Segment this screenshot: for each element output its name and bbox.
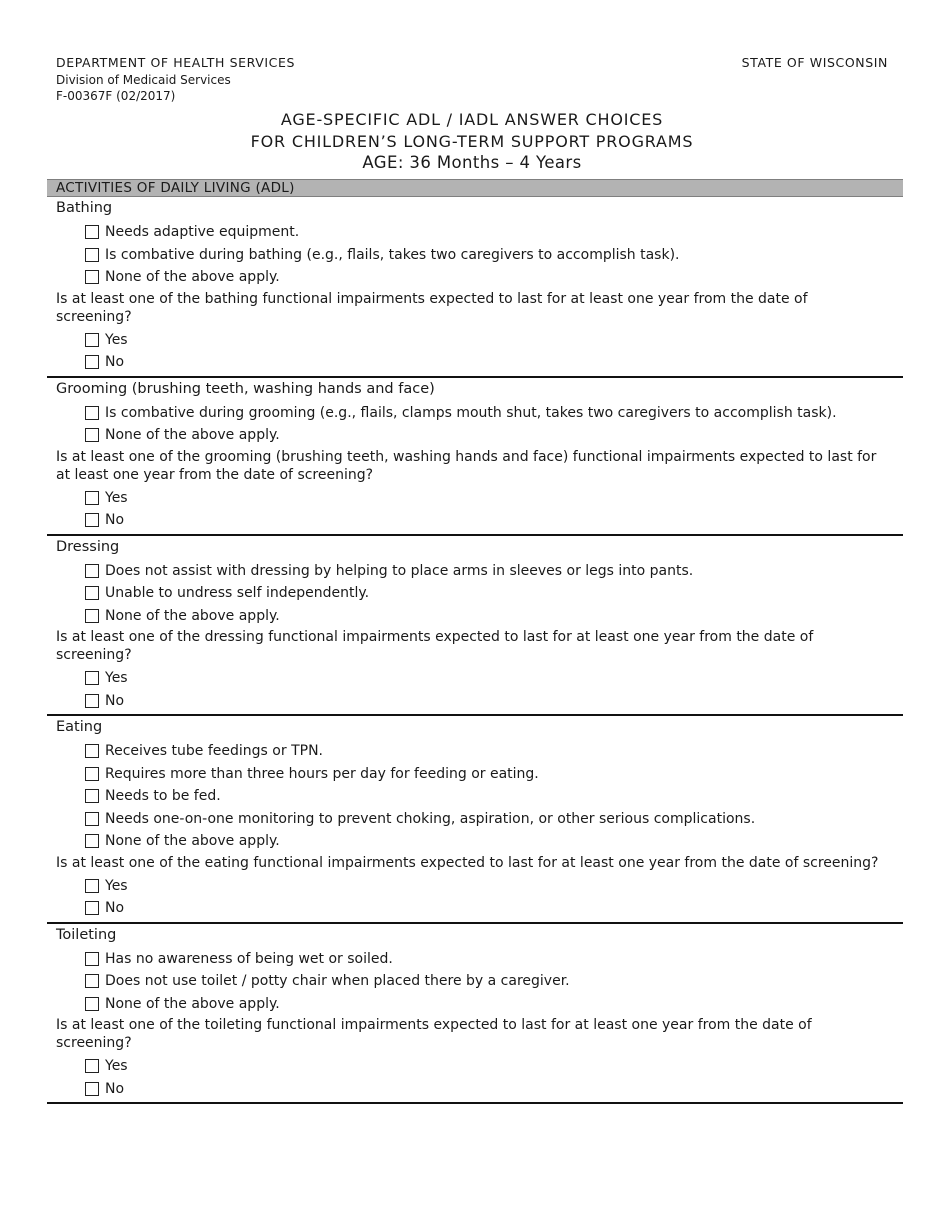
group-title: Grooming (brushing teeth, washing hands and face) [56, 380, 435, 397]
option-label: Requires more than three hours per day for feeding or eating. [105, 765, 539, 782]
group-dressing [47, 536, 903, 717]
option-label: Needs to be fed. [105, 788, 221, 805]
adl-form [47, 179, 903, 1104]
checkbox[interactable] [85, 952, 99, 966]
option-label: Is combative during bathing (e.g., flails, takes two caregivers to accomplish task). [105, 246, 680, 263]
option-label: Unable to undress self independently. [105, 585, 370, 602]
group-bathing [47, 197, 903, 378]
title-line-2: FOR CHILDREN’S LONG-TERM SUPPORT PROGRAMS [250, 131, 694, 151]
option-label: None of the above apply. [105, 269, 280, 286]
checkbox[interactable] [85, 1082, 99, 1096]
section-header-adl: ACTIVITIES OF DAILY LIVING (ADL) [47, 179, 903, 197]
no-option[interactable] [47, 509, 903, 532]
checkbox-option[interactable] [47, 970, 903, 993]
option-label: None of the above apply. [105, 995, 280, 1012]
checkbox-option[interactable] [47, 402, 903, 425]
option-label: None of the above apply. [105, 833, 280, 850]
option-label: No [105, 900, 125, 917]
checkbox[interactable] [85, 406, 99, 420]
checkbox-option[interactable] [47, 830, 903, 853]
option-label: Yes [105, 877, 128, 894]
title-line-1: AGE-SPECIFIC ADL / IADL ANSWER CHOICES [280, 110, 664, 129]
yes-option[interactable] [47, 487, 903, 510]
option-label: Needs one-on-one monitoring to prevent choking, aspiration, or other serious complications. [105, 810, 756, 827]
group-toileting [47, 924, 903, 1105]
duration-question: Is at least one of the toileting functional impairments expected to last for at least one year from the date of screening? [56, 1017, 812, 1051]
division-name: Division of Medicaid Services [56, 72, 231, 87]
option-label: No [105, 512, 125, 529]
checkbox[interactable] [85, 609, 99, 623]
option-label: Receives tube feedings or TPN. [105, 743, 323, 760]
checkbox[interactable] [85, 586, 99, 600]
checkbox-option[interactable] [47, 605, 903, 628]
checkbox[interactable] [85, 333, 99, 347]
group-grooming [47, 378, 903, 536]
form-title [56, 109, 888, 174]
checkbox-option[interactable] [47, 993, 903, 1016]
checkbox[interactable] [85, 248, 99, 262]
no-option[interactable] [47, 1078, 903, 1101]
checkbox[interactable] [85, 428, 99, 442]
option-label: No [105, 354, 125, 371]
option-label: Has no awareness of being wet or soiled. [105, 950, 393, 967]
option-label: None of the above apply. [105, 427, 280, 444]
yes-option[interactable] [47, 875, 903, 898]
checkbox-option[interactable] [47, 582, 903, 605]
option-label: Yes [105, 1058, 128, 1075]
option-label: Yes [105, 670, 128, 687]
checkbox-option[interactable] [47, 785, 903, 808]
checkbox-option[interactable] [47, 948, 903, 971]
option-label: Does not assist with dressing by helping to place arms in sleeves or legs into pants. [105, 562, 694, 579]
yes-option[interactable] [47, 1055, 903, 1078]
option-label: Does not use toilet / potty chair when placed there by a caregiver. [105, 973, 570, 990]
no-option[interactable] [47, 351, 903, 374]
checkbox[interactable] [85, 671, 99, 685]
checkbox-option[interactable] [47, 763, 903, 786]
checkbox-option[interactable] [47, 560, 903, 583]
checkbox[interactable] [85, 513, 99, 527]
checkbox[interactable] [85, 270, 99, 284]
checkbox[interactable] [85, 834, 99, 848]
checkbox[interactable] [85, 564, 99, 578]
checkbox[interactable] [85, 789, 99, 803]
checkbox[interactable] [85, 694, 99, 708]
group-title: Bathing [56, 200, 113, 216]
checkbox[interactable] [85, 1059, 99, 1073]
checkbox[interactable] [85, 355, 99, 369]
no-option[interactable] [47, 897, 903, 920]
checkbox[interactable] [85, 974, 99, 988]
checkbox[interactable] [85, 225, 99, 239]
no-option[interactable] [47, 690, 903, 713]
option-label: Yes [105, 489, 128, 506]
checkbox[interactable] [85, 812, 99, 826]
checkbox-option[interactable] [47, 266, 903, 289]
checkbox[interactable] [85, 997, 99, 1011]
form-id: F-00367F (02/2017) [56, 89, 176, 103]
group-title: Dressing [56, 538, 120, 555]
duration-question: Is at least one of the bathing functional impairments expected to last for at least one year from the date of screening? [56, 290, 808, 325]
header-left [56, 55, 295, 105]
checkbox[interactable] [85, 901, 99, 915]
group-title: Eating [56, 719, 103, 735]
yes-option[interactable] [47, 667, 903, 690]
option-label: No [105, 692, 125, 709]
option-label: No [105, 1080, 125, 1097]
checkbox[interactable] [85, 879, 99, 893]
checkbox-option[interactable] [47, 221, 903, 244]
checkbox[interactable] [85, 491, 99, 505]
checkbox-option[interactable] [47, 244, 903, 267]
option-label: Is combative during grooming (e.g., flails, clamps mouth shut, takes two caregivers to accomplish task). [105, 404, 837, 421]
checkbox[interactable] [85, 744, 99, 758]
checkbox-option[interactable] [47, 424, 903, 447]
checkbox-option[interactable] [47, 740, 903, 763]
group-eating [47, 716, 903, 924]
option-label: Needs adaptive equipment. [105, 224, 300, 241]
yes-option[interactable] [47, 329, 903, 352]
department-name: DEPARTMENT OF HEALTH SERVICES [56, 55, 296, 70]
group-title: Toileting [56, 926, 117, 943]
option-label: Yes [105, 331, 128, 348]
duration-question: Is at least one of the dressing functional impairments expected to last for at least one year from the date of screening? [56, 629, 814, 663]
option-label: None of the above apply. [105, 607, 280, 624]
checkbox[interactable] [85, 767, 99, 781]
duration-question: Is at least one of the eating functional impairments expected to last for at least one year from the date of screening? [56, 854, 879, 871]
state-name: STATE OF WISCONSIN [741, 55, 888, 70]
duration-question: Is at least one of the grooming (brushing teeth, washing hands and face) functional impairments expected to last for at least one year from the date of screening? [56, 448, 877, 483]
checkbox-option[interactable] [47, 808, 903, 831]
title-age-range: AGE: 36 Months – 4 Years [362, 153, 582, 172]
